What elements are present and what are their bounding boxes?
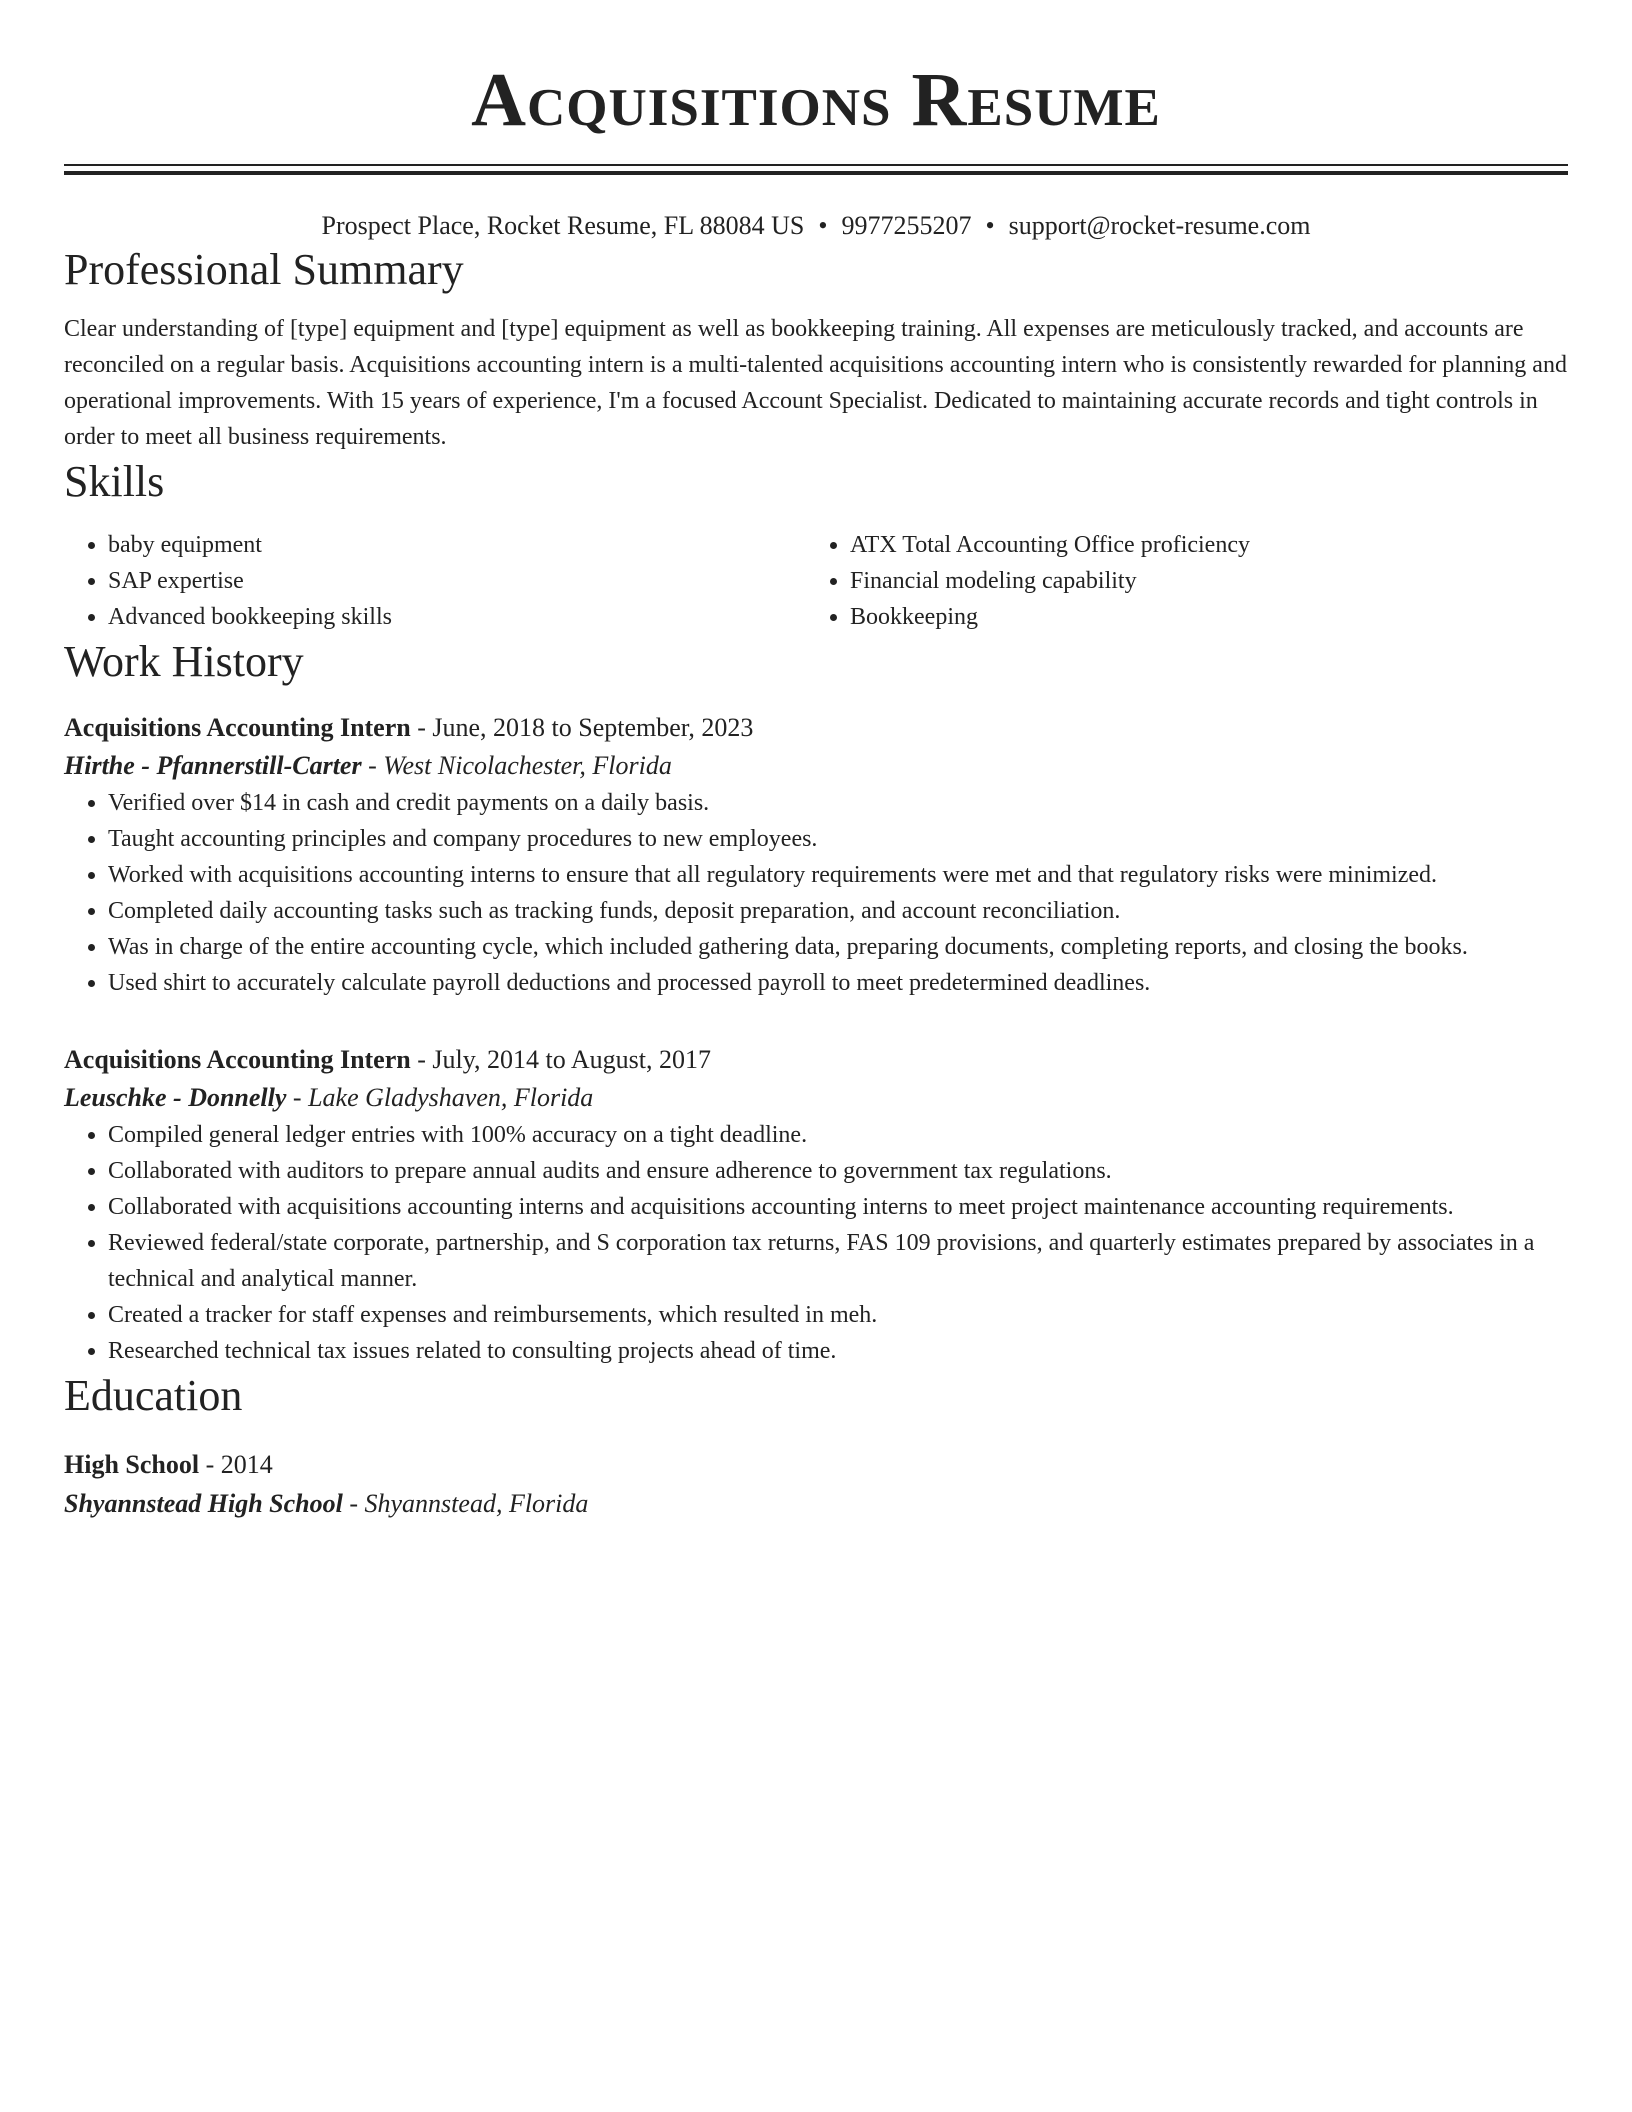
contact-phone: 9977255207 — [841, 211, 972, 240]
job-dates: - June, 2018 to September, 2023 — [410, 713, 754, 742]
list-item: • Reviewed federal/state corporate, partnership, and S corporation tax returns, FAS 109 provisions, and quarterly estimates prepared by associates in a technical and analytical manner. — [108, 1225, 1568, 1297]
job-title: Acquisitions Accounting Intern — [64, 1045, 411, 1074]
skills-column-left — [64, 527, 806, 635]
list-item: • Compiled general ledger entries with 100% accuracy on a tight deadline. — [108, 1117, 1568, 1153]
job-title-line — [64, 709, 1568, 747]
education-heading: Education — [64, 1371, 243, 1420]
title-divider — [64, 164, 1568, 175]
work-history-heading: Work History — [64, 637, 304, 686]
skill-item: • baby equipment — [108, 527, 806, 563]
school-line — [64, 1485, 1568, 1523]
skill-item: • Bookkeeping — [850, 599, 1548, 635]
contact-line — [64, 209, 1568, 243]
skill-item: • SAP expertise — [108, 563, 806, 599]
job-entry — [64, 1041, 1568, 1369]
list-item: • Was in charge of the entire accounting cycle, which included gathering data, preparing documents, completing reports, and closing the books. — [108, 929, 1568, 965]
skill-item: • ATX Total Accounting Office proficiency — [850, 527, 1548, 563]
skills-heading: Skills — [64, 457, 165, 506]
company-location: - West Nicolachester, Florida — [361, 751, 672, 780]
list-item: • Completed daily accounting tasks such as tracking funds, deposit preparation, and account reconciliation. — [108, 893, 1568, 929]
summary-text: Clear understanding of [type] equipment and [type] equipment as well as bookkeeping training. All expenses are meticulously tracked, and accounts are reconciled on a regular basis. Acquisitions accounting intern is a multi-talented acquisitions accounting intern who is consistently rewarded for planning and operational improvements. With 15 years of experience, I'm a focused Account Specialist. Dedicated to maintaining accurate records and tight controls in order to meet all business requirements. — [64, 316, 1567, 450]
list-item: • Used shirt to accurately calculate payroll deductions and processed payroll to meet predetermined deadlines. — [108, 965, 1568, 1001]
school-location: - Shyannstead, Florida — [342, 1489, 589, 1518]
job-bullets — [64, 785, 1568, 1001]
contact-separator: • — [985, 211, 995, 240]
degree-year: - 2014 — [199, 1450, 273, 1479]
list-item: • Taught accounting principles and company procedures to new employees. — [108, 821, 1568, 857]
job-dates: - July, 2014 to August, 2017 — [410, 1045, 711, 1074]
skill-item: • Advanced bookkeeping skills — [108, 599, 806, 635]
company-location: - Lake Gladyshaven, Florida — [286, 1083, 594, 1112]
contact-address: Prospect Place, Rocket Resume, FL 88084 US — [321, 211, 805, 240]
job-bullets — [64, 1117, 1568, 1369]
job-entry — [64, 709, 1568, 1001]
school-name: Shyannstead High School — [64, 1489, 343, 1518]
list-item: • Researched technical tax issues related to consulting projects ahead of time. — [108, 1333, 1568, 1369]
company-line — [64, 747, 1568, 785]
job-title-line — [64, 1041, 1568, 1079]
resume-title: Acquisitions Resume — [471, 58, 1161, 142]
company-line — [64, 1079, 1568, 1117]
list-item: • Worked with acquisitions accounting interns to ensure that all regulatory requirements were met and that regulatory risks were minimized. — [108, 857, 1568, 893]
skills-list — [64, 527, 1568, 635]
education-entry — [64, 1445, 1568, 1523]
contact-email: support@rocket-resume.com — [1008, 211, 1311, 240]
skills-column-right — [806, 527, 1548, 635]
job-title: Acquisitions Accounting Intern — [64, 713, 411, 742]
list-item: • Collaborated with auditors to prepare annual audits and ensure adherence to government tax regulations. — [108, 1153, 1568, 1189]
list-item: • Collaborated with acquisitions accounting interns and acquisitions accounting interns to meet project maintenance accounting requirements. — [108, 1189, 1568, 1225]
list-item: • Verified over $14 in cash and credit payments on a daily basis. — [108, 785, 1568, 821]
degree: High School — [64, 1450, 200, 1479]
list-item: • Created a tracker for staff expenses and reimbursements, which resulted in meh. — [108, 1297, 1568, 1333]
skill-item: • Financial modeling capability — [850, 563, 1548, 599]
contact-separator: • — [818, 211, 828, 240]
summary-heading: Professional Summary — [64, 245, 464, 294]
degree-line — [64, 1445, 1568, 1485]
company-name: Leuschke - Donnelly — [64, 1083, 287, 1112]
company-name: Hirthe - Pfannerstill-Carter — [64, 751, 362, 780]
